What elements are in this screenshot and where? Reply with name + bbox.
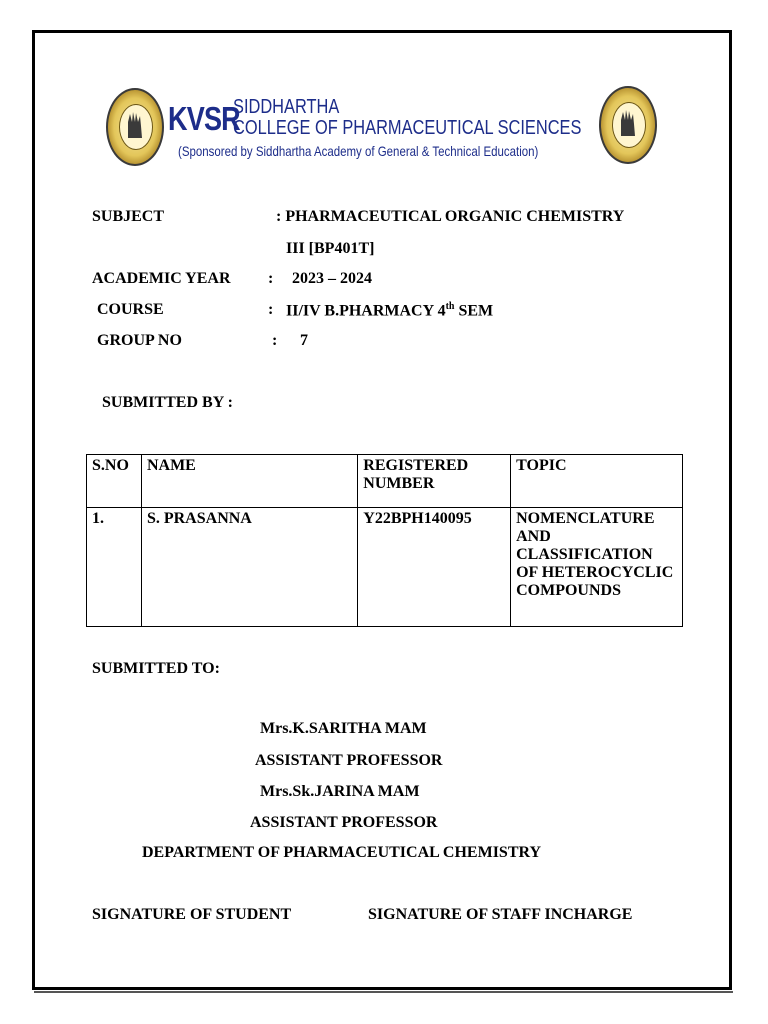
subject-label: SUBJECT: [92, 208, 165, 225]
cell-topic: NOMENCLATURE AND CLASSIFICATION OF HETEROCYCLIC COMPOUNDS: [511, 508, 683, 627]
submitted-to-label: SUBMITTED TO:: [92, 660, 220, 677]
col-header-name: NAME: [141, 455, 357, 508]
col-header-sno: S.NO: [87, 455, 142, 508]
submitted-by-label: SUBMITTED BY :: [102, 394, 233, 411]
col-header-registered-number: REGISTERED NUMBER: [358, 455, 511, 508]
sponsor-line: (Sponsored by Siddhartha Academy of General & Technical Education): [178, 143, 539, 159]
subject-value: : PHARMACEUTICAL ORGANIC CHEMISTRY: [276, 208, 625, 225]
college-name-line1: SIDDHARTHA: [233, 96, 340, 118]
table-row: [87, 508, 683, 627]
faculty-name-1: Mrs.K.SARITHA MAM: [260, 720, 427, 737]
col-header-topic: TOPIC: [511, 455, 683, 508]
college-header: [106, 88, 666, 170]
course-separator: :: [268, 301, 274, 318]
group-label: GROUP NO: [97, 332, 182, 349]
hand-emblem-icon: [615, 106, 641, 140]
signature-staff: SIGNATURE OF STAFF INCHARGE: [368, 906, 633, 923]
college-name-line2: COLLEGE OF PHARMACEUTICAL SCIENCES: [233, 117, 582, 139]
faculty-role-1: ASSISTANT PROFESSOR: [255, 752, 443, 769]
college-seal-logo: [106, 88, 164, 166]
group-value: 7: [300, 332, 308, 349]
signature-student: SIGNATURE OF STUDENT: [92, 906, 292, 923]
student-table: [86, 454, 683, 627]
course-value-superscript: th: [445, 301, 455, 312]
academic-year-separator: :: [268, 270, 274, 287]
subject-code: III [BP401T]: [286, 240, 375, 257]
cell-sno: 1.: [87, 508, 142, 627]
cell-name: S. PRASANNA: [141, 508, 357, 627]
kvsr-logo-text: KVSR: [168, 100, 240, 137]
cell-registered-number: Y22BPH140095: [358, 508, 511, 627]
table-header-row: [87, 455, 683, 508]
course-value-suffix: SEM: [454, 302, 494, 320]
academy-seal-logo: [599, 86, 657, 164]
faculty-role-2: ASSISTANT PROFESSOR: [250, 814, 438, 831]
course-label: COURSE: [97, 301, 164, 318]
course-value-main: II/IV B.PHARMACY 4: [286, 302, 446, 320]
course-value: [286, 301, 493, 320]
academic-year-label: ACADEMIC YEAR: [92, 270, 231, 287]
faculty-name-2: Mrs.Sk.JARINA MAM: [260, 783, 420, 800]
group-separator: :: [272, 332, 278, 349]
academic-year-value: 2023 – 2024: [292, 270, 372, 287]
hand-emblem-icon: [122, 108, 148, 142]
department-name: DEPARTMENT OF PHARMACEUTICAL CHEMISTRY: [142, 844, 542, 861]
